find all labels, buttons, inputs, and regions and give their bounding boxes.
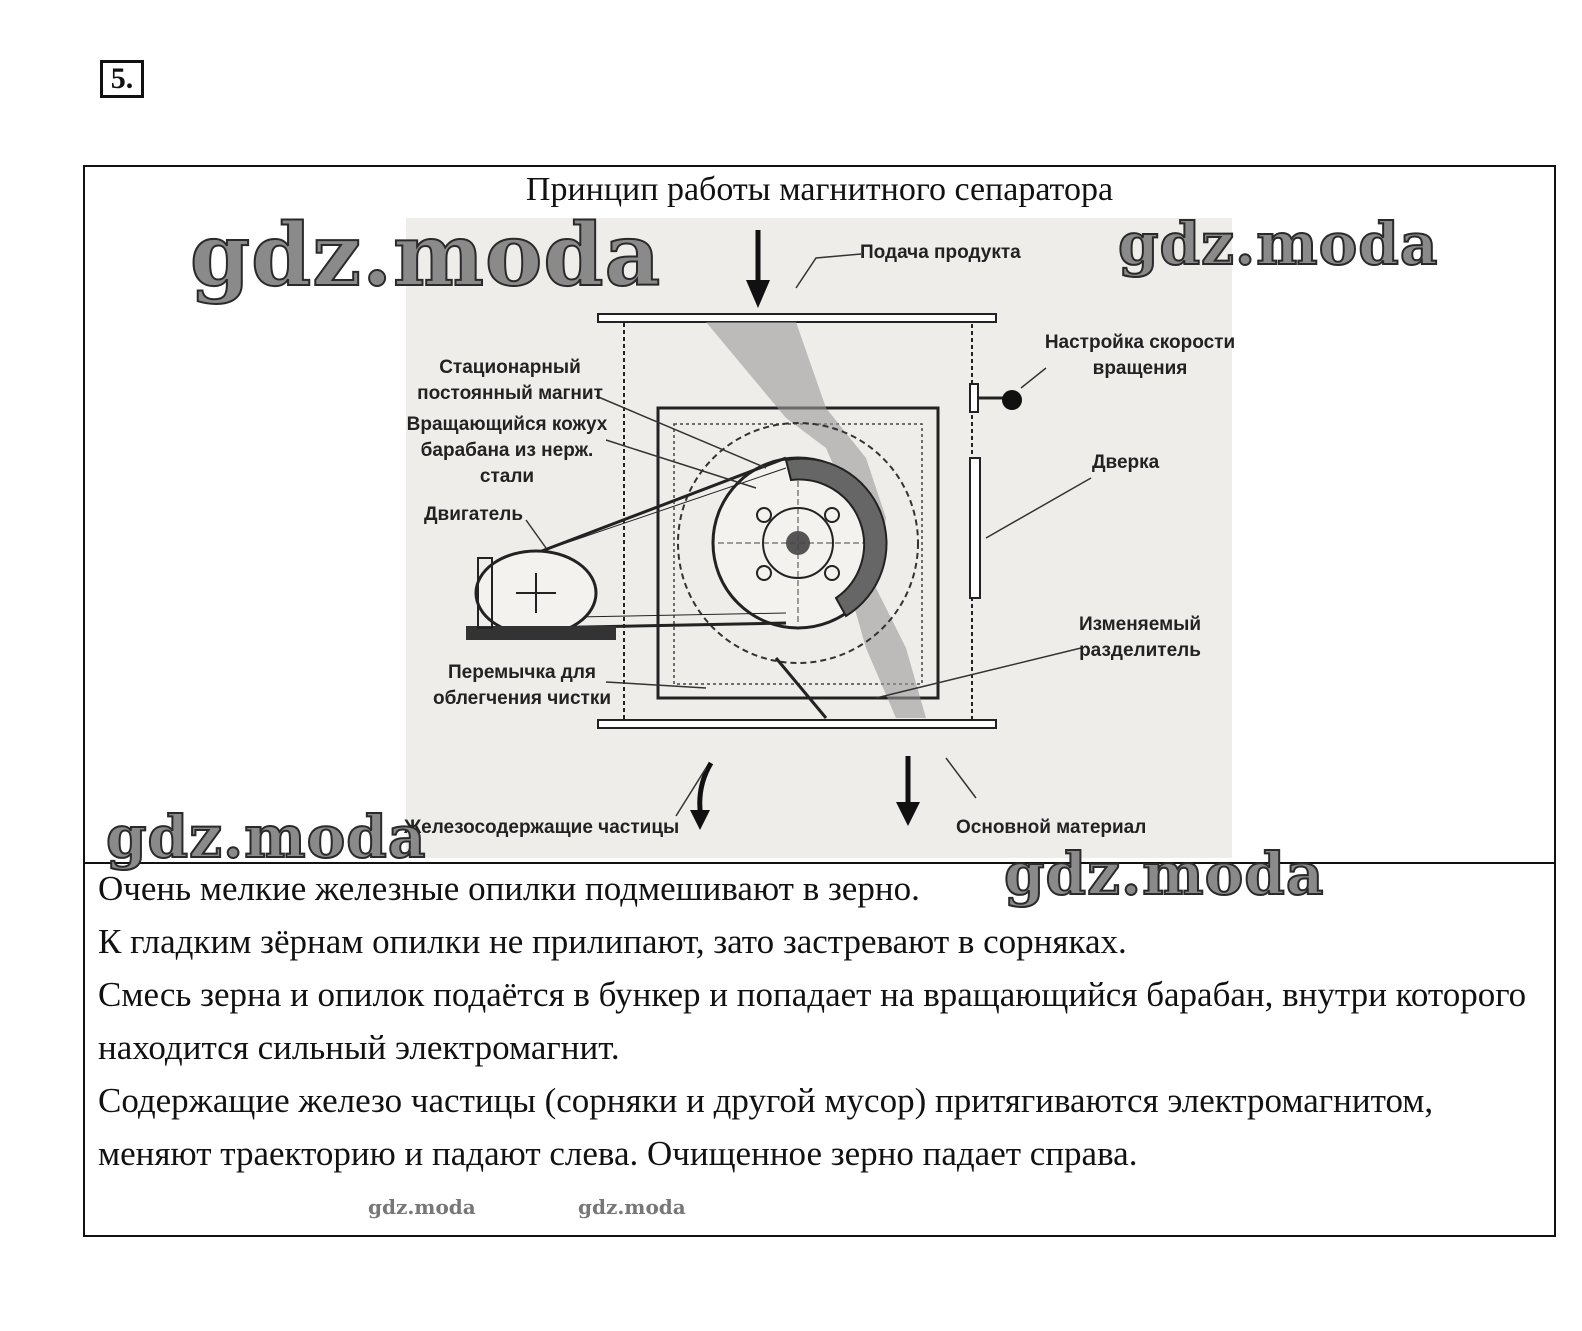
- paragraph: Очень мелкие железные опилки подмешивают в зерно.: [98, 869, 920, 908]
- label-door: Дверка: [1092, 452, 1160, 473]
- watermark: gdz.moda: [368, 1195, 476, 1219]
- watermark: gdz.moda: [106, 803, 427, 871]
- left-output-arrow-icon: [690, 763, 711, 830]
- label-jumper: Перемычка для облегчения чистки: [432, 662, 612, 709]
- motor-pulley: [476, 551, 596, 635]
- hopper-top-plate: [598, 314, 996, 322]
- feed-arrow-icon: [746, 230, 770, 308]
- watermark: gdz.moda: [1004, 840, 1325, 908]
- label-iron-particles: Железосодержащие частицы: [404, 817, 680, 838]
- label-magnet: Стационарный постоянный магнит: [417, 357, 603, 404]
- label-main-material: Основной материал: [956, 817, 1147, 838]
- housing-bottom-plate: [598, 720, 996, 728]
- watermark: gdz.moda: [190, 205, 662, 306]
- task-number: 5.: [100, 60, 144, 98]
- watermark: gdz.moda: [1118, 210, 1439, 278]
- separator-diagram: [406, 218, 1232, 858]
- label-feed: Подача продукта: [860, 242, 1021, 263]
- paragraph: К гладким зёрнам опилки не прилипают, зато застревают в сорняках.: [98, 922, 1127, 961]
- paragraph: Смесь зерна и опилок подаётся в бункер и попадает на вращающийся барабан, внутри которого находится сильный электромагнит.: [98, 975, 1527, 1067]
- explanation-text: [98, 862, 1538, 1180]
- speed-knob: [970, 384, 1022, 412]
- label-divider: Изменяемый разделитель: [1078, 614, 1202, 661]
- divider-blade: [776, 658, 826, 718]
- paragraph: Содержащие железо частицы (сорняки и другой мусор) притягиваются электромагнитом, меняют траекторию и падают слева. Очищенное зерно падает справа.: [98, 1081, 1434, 1173]
- figure-title: Принцип работы магнитного сепаратора: [525, 171, 1114, 208]
- door: [970, 458, 980, 598]
- right-output-arrow-icon: [896, 756, 920, 826]
- label-drum: Вращающийся кожух барабана из нерж. стали: [406, 414, 608, 487]
- label-speed-adjust: Настройка скорости вращения: [1044, 332, 1236, 379]
- watermark: gdz.moda: [578, 1195, 686, 1219]
- label-motor: Двигатель: [424, 504, 523, 525]
